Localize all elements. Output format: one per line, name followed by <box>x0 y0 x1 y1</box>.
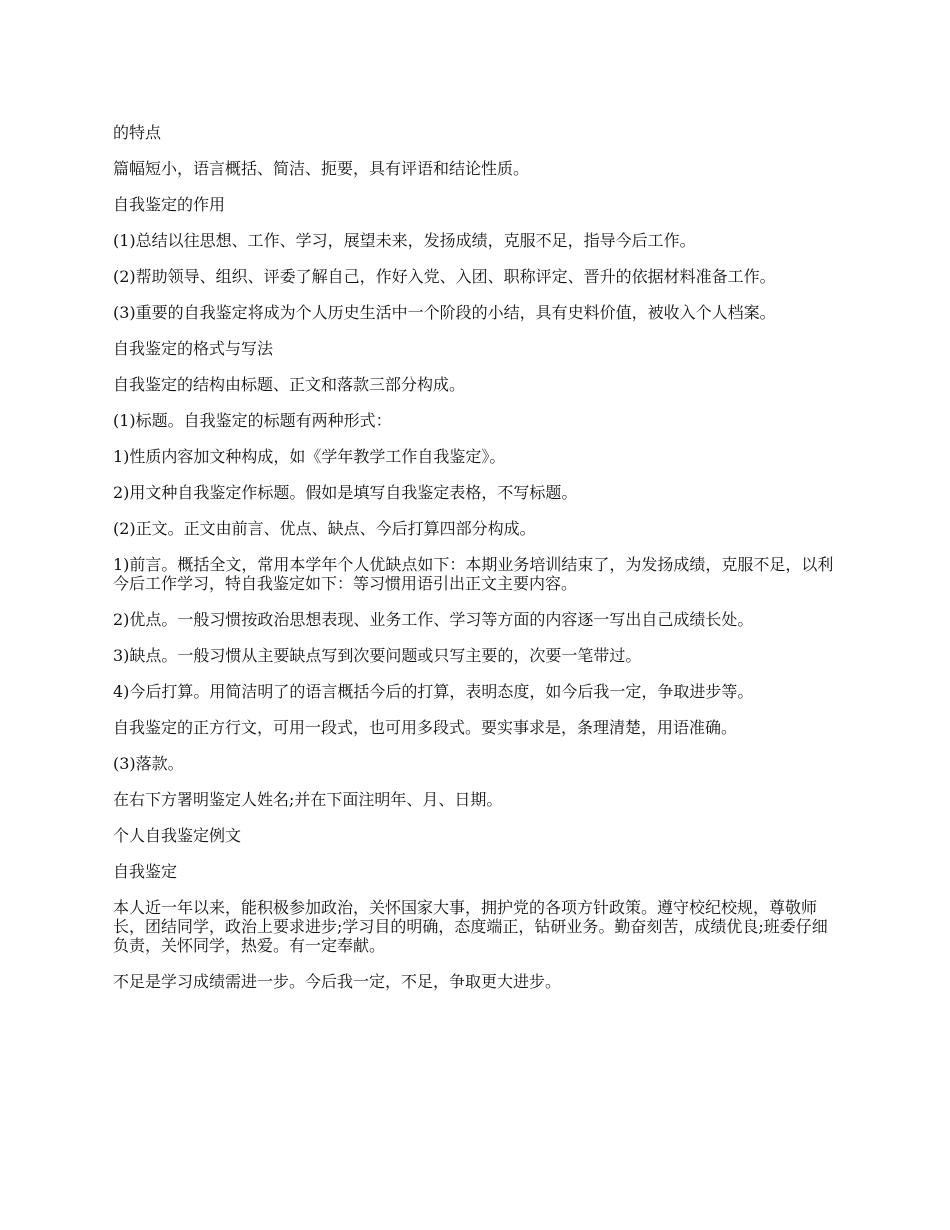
example-body: 本人近一年以来，能积极参加政治，关怀国家大事，拥护党的各项方针政策。遵守校纪校规，尊敬师长，团结同学，政治上要求进步;学习目的明确，态度端正，钻研业务。勤奋刻苦，成绩优良;班委仔细负责，关怀同学，热爱。有一定奉献。 <box>113 898 828 955</box>
section-heading-example: 个人自我鉴定例文 <box>113 826 242 845</box>
paragraph-structure: 自我鉴定的结构由标题、正文和落款三部分构成。 <box>113 375 466 394</box>
paragraph-body: (2)正文。正文由前言、优点、缺点、今后打算四部分构成。 <box>113 519 536 538</box>
document-page <box>113 123 838 1008</box>
example-title: 自我鉴定 <box>113 862 178 881</box>
section-heading-purpose: 自我鉴定的作用 <box>113 195 226 214</box>
section-heading-format: 自我鉴定的格式与写法 <box>113 339 274 358</box>
paragraph-purpose-1: (1)总结以往思想、工作、学习，展望未来，发扬成绩，克服不足，指导今后工作。 <box>113 231 696 250</box>
paragraph-signature: (3)落款。 <box>113 754 184 773</box>
paragraph-body-weaknesses: 3)缺点。一般习惯从主要缺点写到次要问题或只写主要的，次要一笔带过。 <box>113 646 642 665</box>
paragraph-signature-detail: 在右下方署明鉴定人姓名;并在下面注明年、月、日期。 <box>113 790 503 809</box>
paragraph-body-plans: 4)今后打算。用简洁明了的语言概括今后的打算，表明态度，如今后我一定，争取进步等。 <box>113 682 754 701</box>
paragraph-body-preface: 1)前言。概括全文，常用本学年个人优缺点如下：本期业务培训结束了，为发扬成绩，克服不足，以利今后工作学习，特自我鉴定如下：等习惯用语引出正文主要内容。 <box>113 555 834 593</box>
paragraph-purpose-2: (2)帮助领导、组织、评委了解自己，作好入党、入团、职称评定、晋升的依据材料准备工作。 <box>113 267 776 286</box>
example-conclusion: 不足是学习成绩需进一步。今后我一定，不足，争取更大进步。 <box>113 972 562 991</box>
paragraph-body-strengths: 2)优点。一般习惯按政治思想表现、业务工作、学习等方面的内容逐一写出自己成绩长处。 <box>113 610 754 629</box>
section-heading-features: 的特点 <box>113 123 162 142</box>
paragraph-title: (1)标题。自我鉴定的标题有两种形式： <box>113 411 392 430</box>
paragraph-body-style: 自我鉴定的正方行文，可用一段式，也可用多段式。要实事求是，条理清楚，用语准确。 <box>113 718 738 737</box>
paragraph-title-form-2: 2)用文种自我鉴定作标题。假如是填写自我鉴定表格，不写标题。 <box>113 483 578 502</box>
paragraph-title-form-1: 1)性质内容加文种构成，如《学年教学工作自我鉴定》。 <box>113 447 506 466</box>
paragraph-purpose-3: (3)重要的自我鉴定将成为个人历史生活中一个阶段的小结，具有史料价值，被收入个人档案。 <box>113 303 776 322</box>
paragraph-features: 篇幅短小，语言概括、简洁、扼要，具有评语和结论性质。 <box>113 159 530 178</box>
